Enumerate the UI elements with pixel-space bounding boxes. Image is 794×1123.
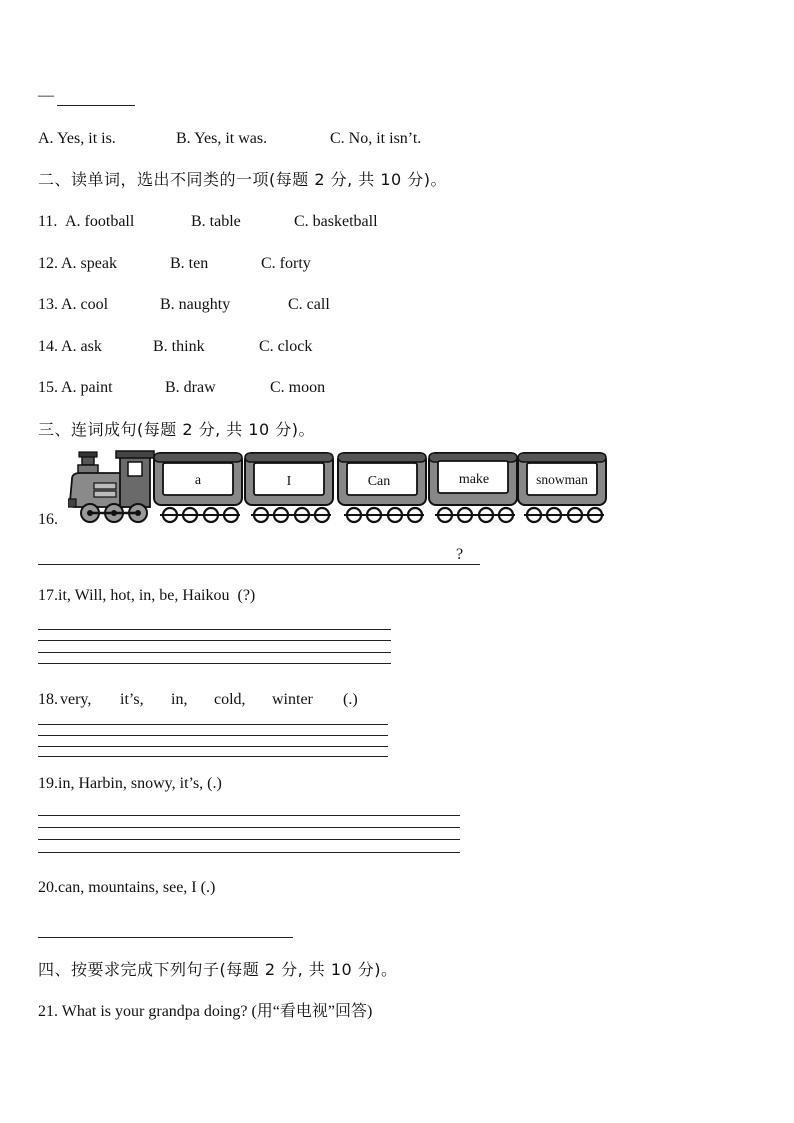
train-car-1	[154, 453, 242, 522]
option-a[interactable]: A. football	[65, 213, 135, 230]
section-2-title: 二、读单词，选出不同类的一项(每题 2 分, 共 10 分)。	[38, 170, 448, 189]
car-word[interactable]: make	[458, 472, 490, 487]
car-word[interactable]: a	[194, 473, 202, 488]
answer-dash: —	[38, 87, 54, 104]
answer-blank-line[interactable]	[57, 105, 135, 106]
writing-line[interactable]	[38, 852, 460, 853]
question-15	[38, 378, 458, 398]
scrambled-words: in, Harbin, snowy, it’s, (.)	[58, 775, 222, 792]
train-car-5	[518, 453, 606, 522]
option-a[interactable]: A. speak	[61, 255, 117, 272]
question-17	[38, 586, 255, 606]
section-4-title: 四、按要求完成下列句子(每题 2 分, 共 10 分)。	[38, 960, 398, 979]
q10-options	[38, 129, 458, 149]
train-car-3	[338, 453, 426, 522]
scrambled-word: in,	[171, 691, 188, 708]
question-number: 18.	[38, 691, 58, 708]
question-18	[38, 690, 398, 710]
option-a[interactable]: A. paint	[61, 379, 113, 396]
writing-line[interactable]	[38, 652, 391, 653]
writing-line[interactable]	[38, 746, 388, 747]
question-number: 17.	[38, 587, 58, 604]
question-number: 14.	[38, 338, 58, 355]
option-b[interactable]: B. ten	[170, 255, 209, 272]
scrambled-word: it’s,	[120, 691, 144, 708]
option-b[interactable]: B. draw	[165, 379, 216, 396]
writing-line[interactable]	[38, 640, 391, 641]
question-number: 15.	[38, 379, 58, 396]
word-train-illustration	[68, 449, 608, 527]
car-word[interactable]: Can	[367, 474, 391, 489]
writing-line[interactable]	[38, 724, 388, 725]
option-a[interactable]: A. Yes, it is.	[38, 130, 116, 147]
locomotive-icon	[68, 451, 154, 522]
writing-line[interactable]	[38, 629, 391, 630]
question-13	[38, 295, 458, 315]
question-number: 19.	[38, 775, 58, 792]
car-word[interactable]: snowman	[536, 472, 588, 487]
punctuation-hint: (.)	[343, 691, 358, 708]
scrambled-word: winter	[272, 691, 313, 708]
option-b[interactable]: B. naughty	[160, 296, 231, 313]
question-number: 12.	[38, 255, 58, 272]
question-number: 13.	[38, 296, 58, 313]
writing-line[interactable]	[38, 756, 388, 757]
question-11	[38, 212, 458, 232]
section-3-title: 三、连词成句(每题 2 分, 共 10 分)。	[38, 420, 316, 439]
option-a[interactable]: A. ask	[61, 338, 102, 355]
question-20	[38, 878, 215, 898]
q16-answer-line[interactable]	[38, 564, 480, 565]
writing-line[interactable]	[38, 663, 391, 664]
scrambled-word: cold,	[214, 691, 246, 708]
writing-line[interactable]	[38, 839, 460, 840]
option-c[interactable]: C. forty	[261, 255, 311, 272]
writing-line[interactable]	[38, 827, 460, 828]
question-19	[38, 774, 222, 794]
question-number: 20.	[38, 879, 58, 896]
option-c[interactable]: C. No, it isn’t.	[330, 130, 422, 147]
question-number: 11.	[38, 213, 58, 230]
question-12	[38, 254, 458, 274]
option-b[interactable]: B. think	[153, 338, 205, 355]
q16-end-mark: ?	[456, 546, 464, 563]
option-b[interactable]: B. table	[191, 213, 241, 230]
question-16-number: 16.	[38, 511, 58, 528]
train-car-4	[429, 453, 517, 522]
option-c[interactable]: C. moon	[270, 379, 326, 396]
scrambled-words: can, mountains, see, I (.)	[58, 879, 216, 896]
option-a[interactable]: A. cool	[61, 296, 109, 313]
question-text: What is your grandpa doing? (用“看电视”回答)	[58, 1003, 373, 1020]
question-number: 21.	[38, 1003, 58, 1020]
car-word[interactable]: I	[286, 474, 292, 489]
writing-line[interactable]	[38, 937, 293, 938]
punctuation-hint: (?)	[237, 587, 256, 604]
question-21	[38, 1002, 372, 1022]
option-c[interactable]: C. call	[288, 296, 330, 313]
scrambled-words: it, Will, hot, in, be, Haikou	[58, 587, 230, 604]
question-14	[38, 337, 458, 357]
train-car-2	[245, 453, 333, 522]
option-b[interactable]: B. Yes, it was.	[176, 130, 268, 147]
option-c[interactable]: C. basketball	[294, 213, 378, 230]
scrambled-word: very,	[60, 691, 92, 708]
writing-line[interactable]	[38, 815, 460, 816]
writing-line[interactable]	[38, 735, 388, 736]
option-c[interactable]: C. clock	[259, 338, 313, 355]
